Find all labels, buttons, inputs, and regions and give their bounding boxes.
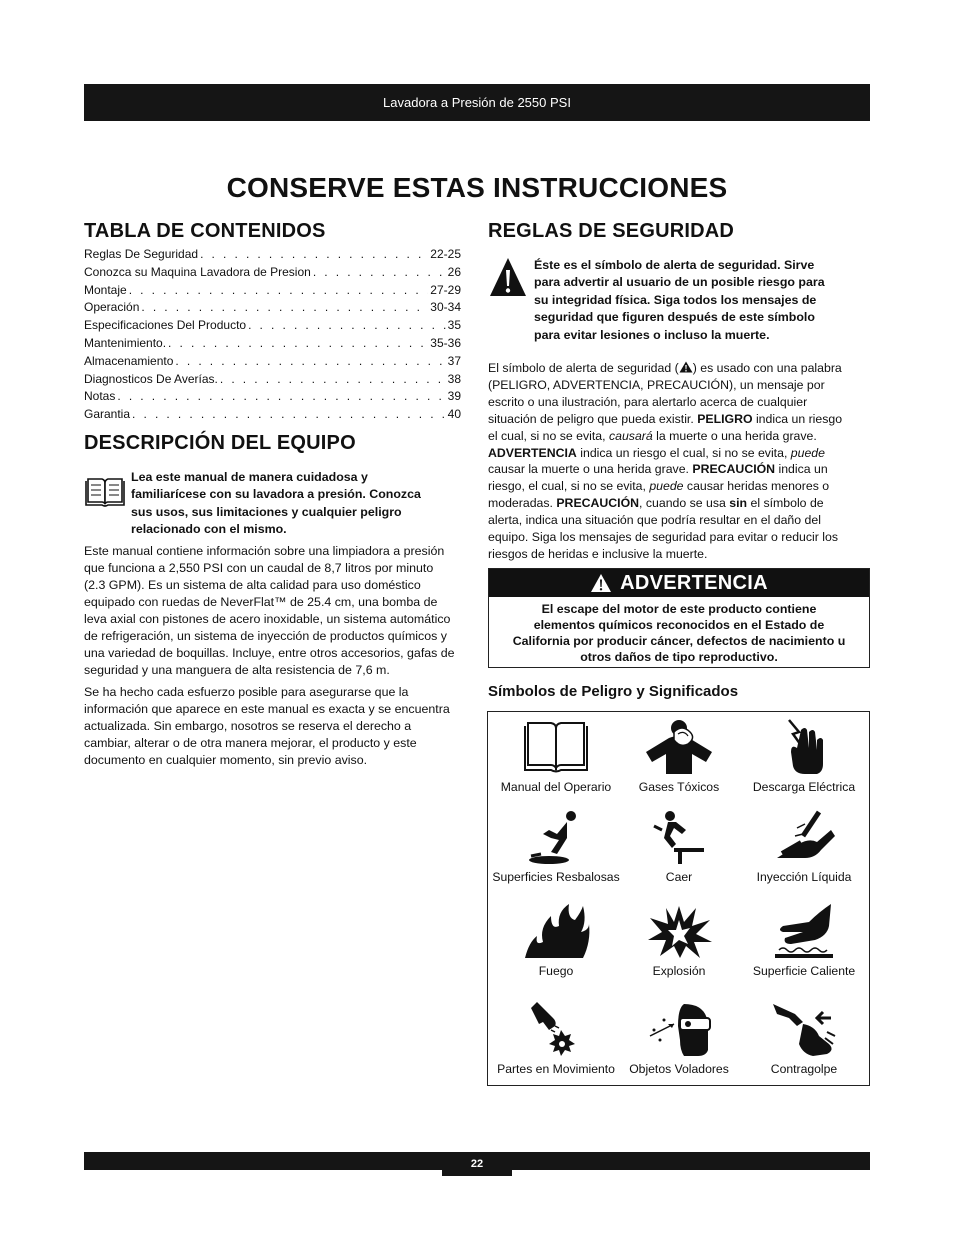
warning-text: El escape del motor de este producto contiene elementos químicos reconocidos en el Estado de California por producir cáncer, defectos de nacimiento u otros daños de tipo reproductivo. <box>512 602 846 664</box>
fire-icon <box>521 902 591 960</box>
moving-parts-icon <box>521 1000 591 1058</box>
toc-row: Almacenamiento . . . 37 <box>84 354 461 372</box>
symbol-cell: Fuego <box>492 902 620 978</box>
toc-row: Notas . . . 39 <box>84 389 461 407</box>
symbols-heading: Símbolos de Peligro y Significados <box>488 683 739 700</box>
electric-shock-icon <box>769 718 839 776</box>
symbol-cell: Superficies Resbalosas <box>492 808 620 884</box>
reglas-heading: REGLAS DE SEGURIDAD <box>488 220 735 242</box>
warning-triangle-icon <box>590 573 612 593</box>
hot-surface-icon <box>769 902 839 960</box>
slippery-surface-icon <box>521 808 591 866</box>
symbol-cell: Contragolpe <box>740 1000 868 1076</box>
main-title: CONSERVE ESTAS INSTRUCCIONES <box>226 172 728 203</box>
descripcion-paragraph-1: Este manual contiene información sobre una limpiadora a presión que funciona a 2,550 PSI con un caudal de 8,7 litros por minuto (2.3 GPM). Es un sistema de alta calidad para uso doméstico equipado con ruedas de NeverFlat™ de 25.4 cm, una bomba de leva axial con pistones de acero inoxidable, un sistema automático de refrigeración, un sistema de inyección de productos químicos y una variedad de boquillas. Incluye, entre otros accesorios, gafas de seguridad y una manguera de alta resistencia de 7,6 m. <box>84 544 455 677</box>
hazard-symbols-grid <box>487 711 870 1086</box>
liquid-injection-icon <box>769 808 839 866</box>
safety-alert-text: Éste es el símbolo de alerta de seguridad. Sirve para advertir al usuario de un posible riesgo para su integridad física. Siga todos los mensajes de seguridad que figuren después de este símbolo para evitar lesiones o incluso la muerte. <box>534 258 825 342</box>
symbol-cell: Objetos Voladores <box>615 1000 743 1076</box>
table-of-contents <box>84 247 461 425</box>
warning-header <box>489 569 869 597</box>
warning-title: ADVERTENCIA <box>620 571 768 594</box>
reglas-body: El símbolo de alerta de seguridad ( ) es usado con una palabra (PELIGRO, ADVERTENCIA, PRECAUCIÓN), un mensaje por escrito o una ilustración, para alertarlo acerca de cualquier situación de peligro que pueda existir. PELIGRO indica un riesgo el cual, si no se evita, causará la muerte o una herida grave. ADVERTENCIA indica un riesgo el cual, si no se evita, puede causar la muerte o una herida grave. PRECAUCIÓN indica un riesgo, el cual, si no se evita, puede causar heridas menores o moderadas. PRECAUCIÓN, cuando se usa sin el símbolo de alerta, indica una situación que podría resultar en el daño del equipo. Siga los mensajes de seguridad para evitar o reducir los riesgos de heridas e inclusive la muerte. <box>488 361 843 561</box>
symbol-cell: Explosión <box>615 902 743 978</box>
symbol-cell: Superficie Caliente <box>740 902 868 978</box>
kickback-icon <box>769 1000 839 1058</box>
toc-row: Reglas De Seguridad . . . 22-25 <box>84 247 461 265</box>
symbol-cell: Inyección Líquida <box>740 808 868 884</box>
toc-heading: TABLA DE CONTENIDOS <box>84 220 326 242</box>
symbol-cell: Partes en Movimiento <box>492 1000 620 1076</box>
warning-box <box>488 568 870 668</box>
symbol-cell: Caer <box>615 808 743 884</box>
symbol-cell: Manual del Operario <box>492 718 620 794</box>
descripcion-note: Lea este manual de manera cuidadosa y familiarícese con su lavadora a presión. Conozca sus usos, sus limitaciones y cualquier peligro relacionado con el mismo. <box>131 470 421 537</box>
flying-objects-icon <box>644 1000 714 1058</box>
safety-alert-icon <box>488 256 528 298</box>
book-icon <box>84 477 126 509</box>
toc-row: Diagnosticos De Averías. . . . 38 <box>84 372 461 390</box>
fall-icon <box>644 808 714 866</box>
descripcion-heading: DESCRIPCIÓN DEL EQUIPO <box>84 432 356 454</box>
toc-row: Conozca su Maquina Lavadora de Presion . . . 26 <box>84 265 461 283</box>
inline-alert-icon <box>679 361 693 373</box>
toc-row: Garantia . . . 40 <box>84 407 461 425</box>
symbol-cell: Descarga Eléctrica <box>740 718 868 794</box>
toxic-gas-icon <box>644 718 714 776</box>
page-number: 22 <box>442 1152 512 1176</box>
header-bar <box>84 84 870 121</box>
explosion-icon <box>644 902 714 960</box>
symbol-cell: Gases Tóxicos <box>615 718 743 794</box>
header-title: Lavadora a Presión de 2550 PSI <box>383 95 571 110</box>
manual-icon <box>521 718 591 776</box>
toc-row: Especificaciones Del Producto . . . 35 <box>84 318 461 336</box>
toc-row: Mantenimiento. . . . 35-36 <box>84 336 461 354</box>
toc-row: Montaje . . . 27-29 <box>84 283 461 301</box>
toc-row: Operación . . . 30-34 <box>84 300 461 318</box>
descripcion-paragraph-2: Se ha hecho cada esfuerzo posible para asegurarse que la información que aparece en este manual es exacta y se encuentra actualizada. Sin embargo, nosotros se reserva el derecho a cambiar, alterar o de otra manera mejorar, el producto y este documento en cualquier momento, sin previo aviso. <box>84 685 450 767</box>
